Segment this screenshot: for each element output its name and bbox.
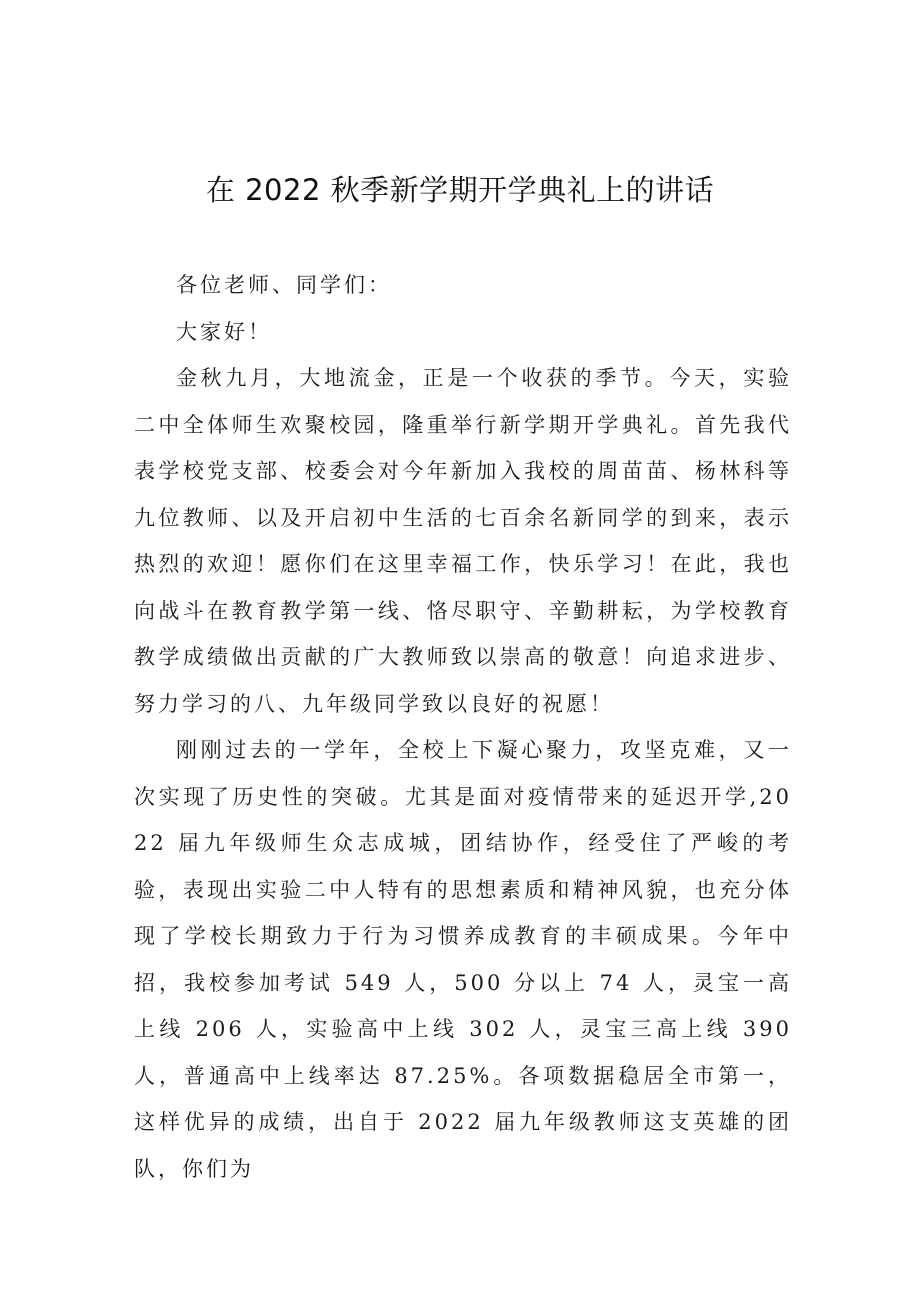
welcome-paragraph: 金秋九月，大地流金，正是一个收获的季节。今天，实验二中全体师生欢聚校园，隆重举行新学期开学典礼。首先我代表学校党支部、校委会对今年新加入我校的周苗苗、杨林科等九位教师、以及开启初中生活的七百余名新同学的到来，表示热烈的欢迎！愿你们在这里幸福工作，快乐学习！在此，我也向战斗在教育教学第一线、恪尽职守、辛勤耕耘，为学校教育教学成绩做出贡献的广大教师致以崇高的敬意！向追求进步、努力学习的八、九年级同学致以良好的祝愿！ (134, 366, 792, 716)
salutation-paragraph: 各位老师、同学们： (176, 273, 392, 297)
document-body (134, 262, 792, 1192)
document-title: 在 2022 秋季新学期开学典礼上的讲话 (205, 173, 715, 207)
greeting-paragraph: 大家好！ (176, 319, 272, 344)
achievement-paragraph: 刚刚过去的一学年，全校上下凝心聚力，攻坚克难，又一次实现了历史性的突破。尤其是面对疫情带来的延迟开学,2022 届九年级师生众志成城，团结协作，经受住了严峻的考验，表现出实验二中人特有的思想素质和精神风貌，也充分体现了学校长期致力于行为习惯养成教育的丰硕成果。今年中招，我校参加考试 549 人，500 分以上 74 人，灵宝一高上线 206 人，实验高中上线 302 人，灵宝三高上线 390 人，普通高中上线率达 87.25%。各项数据稳居全市第一，这样优异的成绩，出自于 2022 届九年级教师这支英雄的团队，你们为 (134, 738, 792, 1181)
